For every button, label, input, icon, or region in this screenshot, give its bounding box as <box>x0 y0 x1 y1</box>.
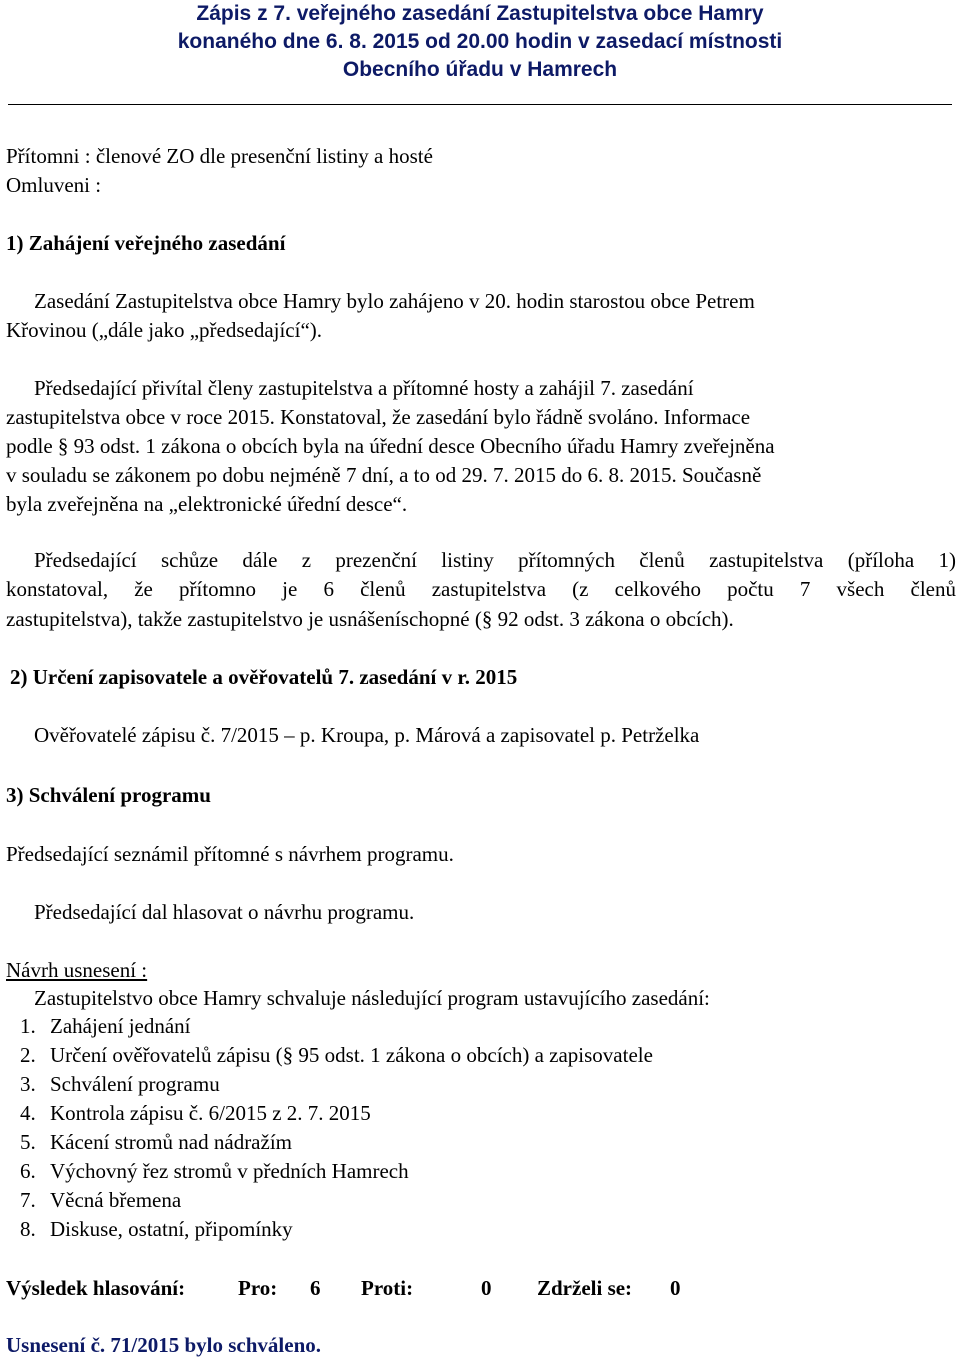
attendance-excused: Omluveni : <box>6 173 102 197</box>
vote-against-value: 0 <box>481 1276 492 1300</box>
program-item-number: 3. <box>20 1072 36 1096</box>
section-1-paragraph-2-line-4: v souladu se zákonem po dobu nejméně 7 dní, a to od 29. 7. 2015 do 6. 8. 2015. Současně <box>6 463 762 487</box>
vote-for-label: Pro: <box>238 1276 278 1300</box>
program-item-text: Schválení programu <box>50 1072 220 1096</box>
program-item-text: Zahájení jednání <box>50 1014 191 1038</box>
program-list-item <box>20 1219 293 1240</box>
vote-against-label: Proti: <box>361 1276 414 1300</box>
document-title-line-2: konaného dne 6. 8. 2015 od 20.00 hodin v zasedací místnosti <box>177 30 783 53</box>
section-2-heading: 2) Určení zapisovatele a ověřovatelů 7. zasedání v r. 2015 <box>10 665 518 689</box>
program-list-item <box>20 1103 371 1124</box>
program-item-text: Věcná břemena <box>50 1188 182 1212</box>
section-1-paragraph-1-line-1: Zasedání Zastupitelstva obce Hamry bylo zahájeno v 20. hodin starostou obce Petrem <box>34 289 755 313</box>
header-divider <box>8 104 952 105</box>
section-3-text-1: Předsedající seznámil přítomné s návrhem programu. <box>6 842 454 866</box>
program-item-number: 1. <box>20 1014 36 1038</box>
document-title-line-3: Obecního úřadu v Hamrech <box>342 58 618 81</box>
vote-for-value: 6 <box>310 1276 321 1300</box>
program-list-item <box>20 1016 191 1037</box>
program-list-item <box>20 1190 181 1211</box>
section-1-heading: 1) Zahájení veřejného zasedání <box>6 231 286 255</box>
program-item-text: Diskuse, ostatní, připomínky <box>50 1217 293 1241</box>
program-item-number: 6. <box>20 1159 36 1183</box>
program-list-item <box>20 1161 409 1182</box>
document-title-line-1: Zápis z 7. veřejného zasedání Zastupitelstva obce Hamry <box>196 2 764 25</box>
vote-abstain-label: Zdrželi se: <box>537 1276 633 1300</box>
program-item-number: 7. <box>20 1188 36 1212</box>
section-3-heading: 3) Schválení programu <box>6 783 211 807</box>
program-item-text: Kontrola zápisu č. 6/2015 z 2. 7. 2015 <box>50 1101 371 1125</box>
section-3-text-2: Předsedající dal hlasovat o návrhu programu. <box>34 900 415 924</box>
resolution-text: Usnesení č. 71/2015 bylo schváleno. <box>6 1333 322 1357</box>
attendance-present: Přítomni : členové ZO dle presenční listiny a hosté <box>6 144 433 168</box>
program-item-number: 8. <box>20 1217 36 1241</box>
program-item-number: 2. <box>20 1043 36 1067</box>
vote-result-label: Výsledek hlasování: <box>6 1276 186 1300</box>
program-item-text: Určení ověřovatelů zápisu (§ 95 odst. 1 zákona o obcích) a zapisovatele <box>50 1043 653 1067</box>
section-1-paragraph-3-line-2: konstatoval, že přítomno je 6 členů zastupitelstva (z celkového počtu 7 všech členů <box>6 577 956 601</box>
section-1-paragraph-2-line-5: byla zveřejněna na „elektronické úřední desce“. <box>6 492 408 516</box>
vote-abstain-value: 0 <box>670 1276 681 1300</box>
proposal-text: Zastupitelstvo obce Hamry schvaluje následující program ustavujícího zasedání: <box>34 986 710 1010</box>
section-1-paragraph-3-line-1: Předsedající schůze dále z prezenční listiny přítomných členů zastupitelstva (příloha 1) <box>34 548 956 572</box>
section-1-paragraph-1-line-2: Křovinou („dále jako „předsedající“). <box>6 318 323 342</box>
program-list-item <box>20 1045 653 1066</box>
program-item-text: Výchovný řez stromů v předních Hamrech <box>50 1159 409 1183</box>
program-item-number: 5. <box>20 1130 36 1154</box>
section-1-paragraph-3-line-3: zastupitelstva), takže zastupitelstvo je usnášeníschopné (§ 92 odst. 3 zákona o obcích). <box>6 607 734 631</box>
section-1-paragraph-2-line-3: podle § 93 odst. 1 zákona o obcích byla na úřední desce Obecního úřadu Hamry zveřejněna <box>6 434 775 458</box>
verifiers-text: Ověřovatelé zápisu č. 7/2015 – p. Kroupa, p. Márová a zapisovatel p. Petrželka <box>34 723 700 747</box>
program-list-item <box>20 1132 292 1153</box>
proposal-label: Návrh usnesení : <box>6 958 148 982</box>
program-list-item <box>20 1074 220 1095</box>
section-1-paragraph-2-line-1: Předsedající přivítal členy zastupitelstva a přítomné hosty a zahájil 7. zasedání <box>34 376 694 400</box>
section-1-paragraph-2-line-2: zastupitelstva obce v roce 2015. Konstatoval, že zasedání bylo řádně svoláno. Informace <box>6 405 751 429</box>
program-item-text: Kácení stromů nad nádražím <box>50 1130 292 1154</box>
program-item-number: 4. <box>20 1101 36 1125</box>
